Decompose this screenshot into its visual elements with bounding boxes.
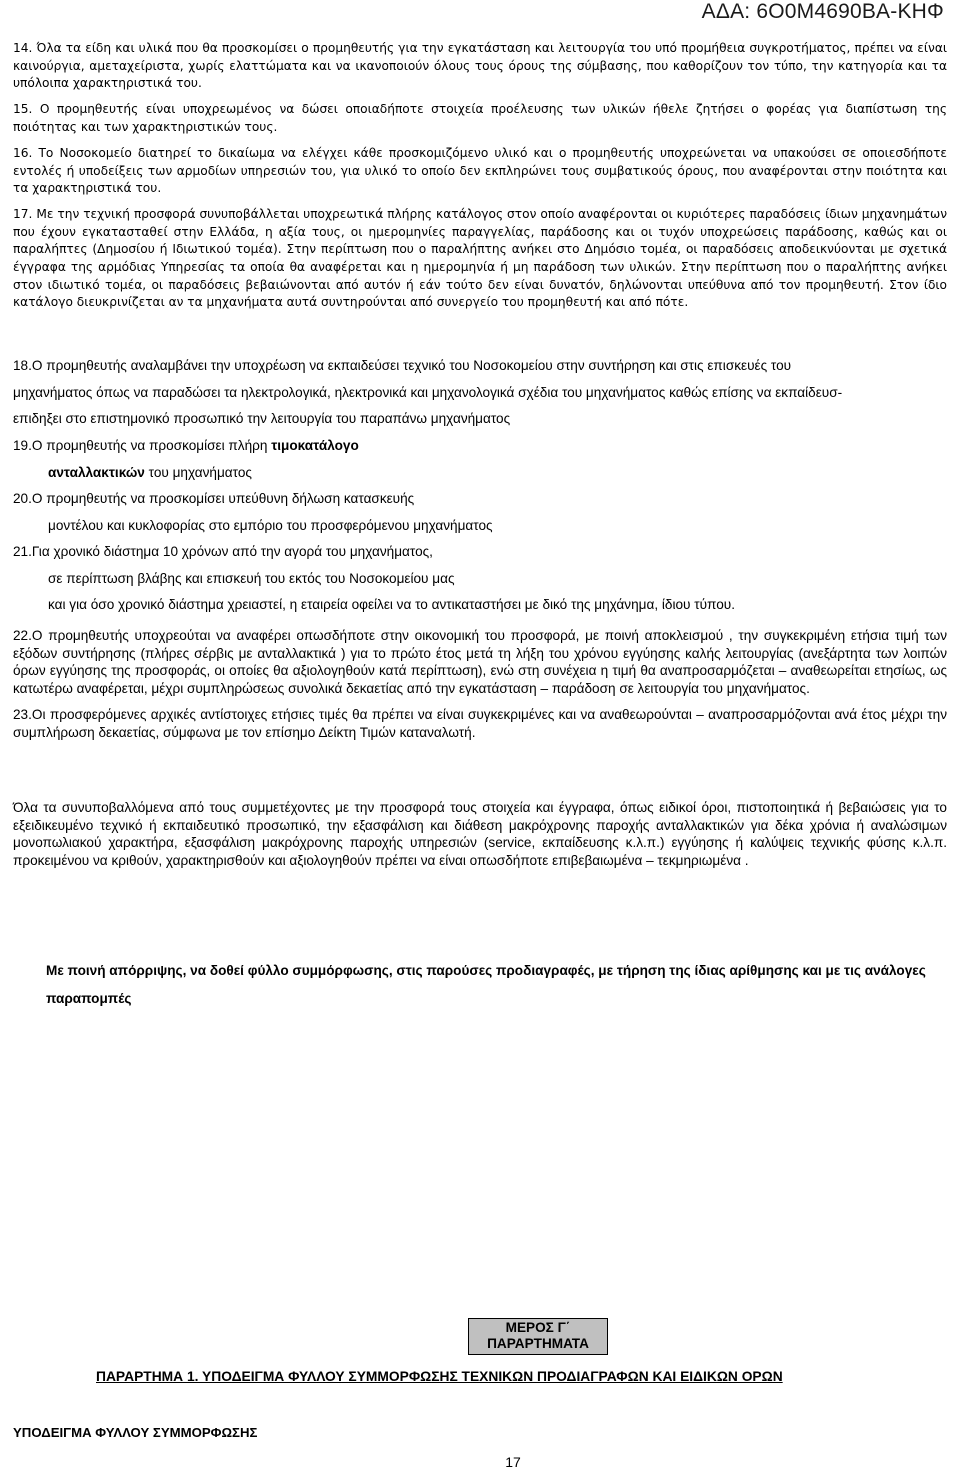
term-17: 17. Με την τεχνική προσφορά συνυποβάλλεται υποχρεωτικά πλήρης κατάλογος στον οποίο αναφέρονται οι κυριότερες παραδόσεις ίδιων μηχανημάτων που έχουν εγκατασταθεί στην Ελλάδα, η αξία τους, οι ημερομηνίες παραγγελίας, παράδοσης και οι τυχόν υποχρεώσεις παράδοσης, καθώς και οι παραλήπτες (Δημοσίου ή Ιδιωτικού τομέα). Στην περίπτωση που ο παραλήπτης ανήκει στο Δημόσιο τομέα, οι παραδόσεις αποδεικνύονται με σχετικά έγγραφα της αρμόδιας Υπηρεσίας τα οποία θα αναφέρεται και η ημερομηνία ή μη παράδοση των υλικών. Στην περίπτωση που ο παραλήπτης ανήκει στον ιδιωτικό τομέα, οι παραδόσεις βεβαιώνονται από αυτόν ή εάν τούτο δεν είναι δυνατόν, δηλώνονται υπεύθυνα από τον προμηθευτή. Στον ίδιο κατάλογο διευκρινίζεται αν τα μηχανήματα αυτά συντηρούνται από συνεργείο του προμηθευτή και από πότε. bbox=[13, 207, 947, 310]
term-21 bbox=[13, 543, 947, 614]
term-16: 16. Το Νοσοκομείο διατηρεί το δικαίωμα να ελέγχει κάθε προσκομιζόμενο υλικό και ο προμηθευτής υποχρεώνεται να υπακούσει σε οποιεσδήποτε εντολές ή υποδείξεις των αρμοδίων υπηρεσιών του, για υλικό το οποίο δεν εκπληρώνει τους συμβατικούς όρους, που αναφέρονται στην ποιότητα και τα χαρακτηριστικά του. bbox=[13, 145, 947, 196]
term-19-line-1 bbox=[13, 437, 947, 455]
page-number: 17 bbox=[505, 1454, 521, 1470]
closing-text: Όλα τα συνυποβαλλόμενα από τους συμμετέχοντες με την προσφορά τους στοιχεία και έγγραφα, όπως ειδικοί όροι, πιστοποιητικά ή βεβαιώσεις για το εξειδικευμένο τεχνικό ή εκπαιδευτικό προσωπικό, την εξασφάλιση και διάθεση μακρόχρονης παροχής ανταλλακτικών για δέκα χρόνια ή αναλώσιμων μονοπωλιακού χαρακτήρα, εξασφάλιση μακρόχρονης παροχής υπηρεσιών (service, εκπαίδευσης κ.λ.π.) εγγύησης ή καλύψεις τεχνικής φύσης κ.λ.π. προκειμένου να κριθούν, χαρακτηρισθούν και αξιολογηθούν πρέπει να είναι οπωσδήποτε επιβεβαιωμένα – τεκμηριωμένα . bbox=[13, 800, 947, 868]
term-21-line-1: 21.Για χρονικό διάστημα 10 χρόνων από την αγορά του μηχανήματος, bbox=[13, 544, 433, 559]
term-15: 15. Ο προμηθευτής είναι υποχρεωμένος να δώσει οποιαδήποτε στοιχεία προέλευσης των υλικών ήθελε ζητήσει ο φορέας για διαπίστωση της ποιότητας και των χαρακτηριστικών τους. bbox=[13, 102, 947, 134]
terms-list bbox=[13, 40, 947, 321]
term-19 bbox=[13, 437, 947, 481]
term-22-23 bbox=[13, 627, 947, 750]
term-18-line-1: 18.Ο προμηθευτής αναλαμβάνει την υποχρέωση να εκπαιδεύσει τεχνικό του Νοσοκομείου στην συντήρηση και στις επισκευές του bbox=[13, 358, 792, 373]
part-c-box bbox=[468, 1318, 608, 1355]
term-19-bold: τιμοκατάλογο bbox=[271, 438, 359, 453]
term-18-line-3: επιδηξει στο επιστημονικό προσωπικό την λειτουργία του παραπάνω μηχανήματος bbox=[13, 411, 511, 427]
term-19-text: 19.Ο προμηθευτής να προσκομίσει πλήρη bbox=[13, 438, 272, 453]
term-14: 14. Όλα τα είδη και υλικά που θα προσκομίσει ο προμηθευτής για την εγκατάσταση και λειτουργία του υπό προμήθεια συγκροτήματος, πρέπει να είναι καινούργια, αμεταχείριστα, χωρίς ελαττώματα και να ικανοποιούν όλους τους όρους της σύμβασης, που καθορίζουν τον τύπο, την κατηγορία και τα υπόλοιπα χαρακτηριστικά του. bbox=[13, 41, 947, 91]
ada-code-header: ΑΔΑ: 6Ο0Μ4690ΒΑ-ΚΗΦ bbox=[701, 0, 944, 23]
term-19-text-2: του μηχανήματος bbox=[144, 464, 252, 480]
term-22: 22.Ο προμηθευτής υποχρεούται να αναφέρει οπωσδήποτε στην οικονομική του προσφορά, με ποινή αποκλεισμού , την συγκεκριμένη ετήσια τιμή των εξόδων συντήρησης (πλήρες σέρβις με ανταλλακτικά ) για το πρώτο έτος μετά τη λήξη του χρόνου εγγύησης καλής λειτουργίας (ανεξάρτητα των λοιπών όρων εγγύησης της προσφοράς, οι οποίες θα αξιολογηθούν κατά περίπτωση), ενώ στη συνέχεια η τιμή θα αναπροσαρμόζεται – αναθεωρείται ετησίως, ως κατωτέρω αναφέρεται, μέχρι συμπληρώσεως συνολικά δεκαετίας από την εγκατάσταση – παράδοση σε λειτουργία του μηχανήματος. bbox=[13, 628, 947, 696]
term-20-line-2: μοντέλου και κυκλοφορίας στο εμπόριο του προσφερόμενου μηχανήματος bbox=[48, 517, 493, 533]
sample-heading: ΥΠΟΔΕΙΓΜΑ ΦΥΛΛΟΥ ΣΥΜΜΟΡΦΩΣΗΣ bbox=[13, 1425, 258, 1440]
term-21-line-2: σε περίπτωση βλάβης και επισκευή του εκτός του Νοσοκομείου μας bbox=[48, 570, 455, 586]
term-18-line-2: μηχανήματος όπως να παραδώσει τα ηλεκτρολογικά, ηλεκτρονικά και μηχανολογικά σχέδια του μηχανήματος καθώς επίσης να εκπαίδευσ- bbox=[13, 384, 843, 400]
penalty-note bbox=[46, 957, 948, 1013]
term-23: 23.Οι προσφερόμενες αρχικές αντίστοιχες ετήσιες τιμές θα πρέπει να είναι συγκεκριμένες και να αναθεωρούνται – αναπροσαρμόζονται ανά έτος μέχρι την συμπλήρωση δεκαετίας, σύμφωνα με τον επίσημο Δείκτη Τιμών καταναλωτή. bbox=[13, 707, 947, 740]
term-20 bbox=[13, 490, 947, 534]
term-19-bold-2: ανταλλακτικών bbox=[48, 464, 145, 480]
term-18 bbox=[13, 357, 947, 428]
term-21-line-3: και για όσο χρονικό διάστημα χρειαστεί, η εταιρεία οφείλει να το αντικαταστήσει με δικό της μηχάνημα, ίδιου τύπου. bbox=[48, 597, 736, 613]
closing-paragraph bbox=[13, 799, 947, 878]
annexes-title: ΠΑΡΑΡΤΗΜΑΤΑ bbox=[487, 1336, 589, 1351]
term-19-line-2 bbox=[13, 464, 947, 482]
term-20-line-1: 20.Ο προμηθευτής να προσκομίσει υπεύθυνη δήλωση κατασκευής bbox=[13, 491, 415, 506]
part-c-title: ΜΕΡΟΣ Γ΄ bbox=[505, 1320, 571, 1335]
penalty-note-text: Με ποινή απόρριψης, να δοθεί φύλλο συμμόρφωσης, στις παρούσες προδιαγραφές, με τήρηση της ίδιας αρίθμησης και με τις ανάλογες παραπομπές bbox=[46, 963, 926, 1006]
annex-1-title: ΠΑΡΑΡΤΗΜΑ 1. ΥΠΟΔΕΙΓΜΑ ΦΥΛΛΟΥ ΣΥΜΜΟΡΦΩΣΗΣ ΤΕΧΝΙΚΩΝ ΠΡΟΔΙΑΓΡΑΦΩΝ ΚΑΙ ΕΙΔΙΚΩΝ ΟΡΩΝ bbox=[96, 1369, 783, 1384]
